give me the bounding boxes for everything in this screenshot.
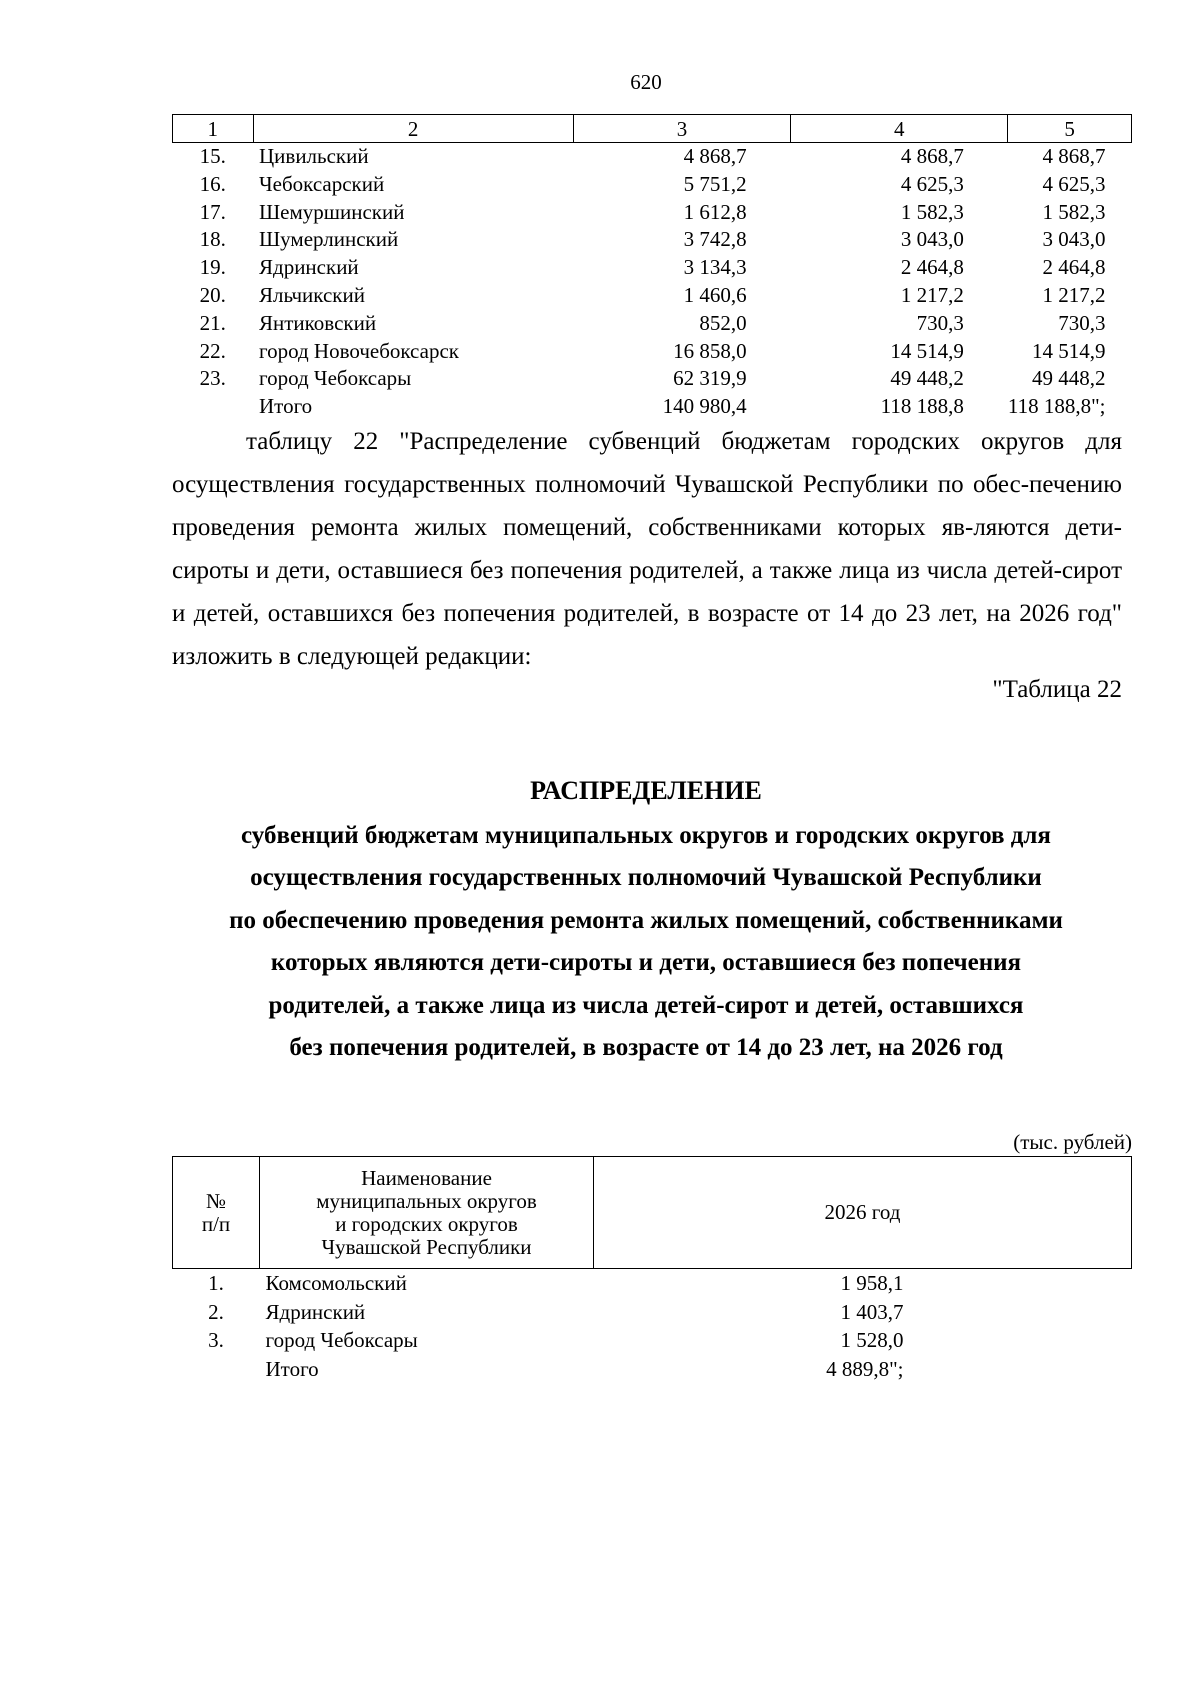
district-name: Шумерлинский <box>259 227 399 252</box>
district-name: город Чебоксары <box>265 1328 418 1352</box>
column-header-5: 5 <box>1008 115 1132 143</box>
value-col4: 730,3 <box>916 310 964 335</box>
district-name: Ядринский <box>265 1299 366 1324</box>
total-number-cell <box>173 393 254 421</box>
column-header-4: 4 <box>791 115 1008 143</box>
header-number-line: № <box>205 1188 227 1213</box>
row-number: 16. <box>199 171 226 196</box>
table-row <box>173 143 1132 171</box>
value-col3: 3 134,3 <box>683 255 747 280</box>
value-col4: 49 448,2 <box>890 366 964 391</box>
year-value: 1 958,1 <box>840 1271 904 1295</box>
row-number: 1. <box>208 1271 224 1295</box>
heading-line: которых являются дети-сироты и дети, оставшиеся без попечения <box>270 949 1022 976</box>
table-row <box>173 1298 1132 1327</box>
total-label: Итого <box>265 1356 319 1381</box>
value-col4: 1 582,3 <box>900 199 964 224</box>
value-col3: 62 319,9 <box>673 366 747 391</box>
header-name-line: Чувашской Республики <box>321 1234 532 1259</box>
value-col5: 3 043,0 <box>1042 227 1106 252</box>
table-row <box>173 254 1132 282</box>
value-col5: 2 464,8 <box>1042 255 1106 280</box>
table-row <box>173 310 1132 338</box>
row-number: 20. <box>199 282 226 307</box>
header-number <box>173 1157 260 1269</box>
row-number: 2. <box>208 1299 224 1324</box>
row-number: 19. <box>199 255 226 280</box>
row-number: 18. <box>199 227 226 252</box>
value-col5: 4 868,7 <box>1042 144 1106 168</box>
district-name: Ядринский <box>259 255 359 280</box>
value-col3: 4 868,7 <box>683 144 747 168</box>
value-col3: 1 612,8 <box>683 199 747 224</box>
table-row <box>173 365 1132 393</box>
heading-line: без попечения родителей, в возрасте от 14 до 23 лет, на 2026 год <box>289 1034 1003 1061</box>
header-year: 2026 год <box>594 1157 1132 1269</box>
value-col4: 2 464,8 <box>900 255 964 280</box>
total-value: 4 889,8"; <box>826 1356 904 1381</box>
header-name-line: Наименование <box>361 1165 492 1190</box>
value-col5: 1 582,3 <box>1042 199 1106 224</box>
total-number-cell <box>173 1355 260 1384</box>
table-label: "Таблица 22 <box>992 676 1122 703</box>
column-header-2: 2 <box>253 115 573 143</box>
district-name: Чебоксарский <box>259 171 385 196</box>
row-number: 23. <box>199 366 226 391</box>
heading-line: осуществления государственных полномочий Чувашской Республики <box>250 864 1042 891</box>
row-number: 15. <box>199 144 226 168</box>
value-col3: 5 751,2 <box>683 171 747 196</box>
column-number-row <box>173 115 1132 143</box>
district-name: Янтиковский <box>259 310 377 335</box>
table-row <box>173 199 1132 227</box>
subvention-table <box>172 1156 1132 1383</box>
table-row <box>173 171 1132 199</box>
value-col5: 1 217,2 <box>1042 282 1106 307</box>
distribution-heading <box>150 770 1142 1070</box>
value-col5: 4 625,3 <box>1042 171 1106 196</box>
table-row <box>173 338 1132 366</box>
district-name: город Новочебоксарск <box>259 338 459 363</box>
header-name-line: и городских округов <box>335 1211 518 1236</box>
value-col3: 3 742,8 <box>683 227 747 252</box>
value-col5: 49 448,2 <box>1032 366 1106 391</box>
value-col4: 14 514,9 <box>890 338 964 363</box>
column-header-1: 1 <box>173 115 254 143</box>
total-col3: 140 980,4 <box>662 394 747 419</box>
header-district-name <box>260 1157 594 1269</box>
total-row <box>173 1355 1132 1384</box>
district-name: город Чебоксары <box>259 366 412 391</box>
header-number-line: п/п <box>201 1211 231 1236</box>
row-number: 21. <box>199 310 226 335</box>
district-name: Яльчикский <box>259 282 365 307</box>
table-row <box>173 1269 1132 1298</box>
distribution-table-continued <box>172 114 1132 421</box>
year-value: 1 403,7 <box>840 1299 904 1324</box>
value-col3: 16 858,0 <box>673 338 747 363</box>
row-number: 17. <box>199 199 226 224</box>
heading-line: родителей, а также лица из числа детей-сирот и детей, оставшихся <box>268 991 1024 1019</box>
value-col4: 3 043,0 <box>900 227 964 252</box>
value-col3: 1 460,6 <box>683 282 747 307</box>
row-number: 3. <box>208 1328 224 1352</box>
total-col5: 118 188,8"; <box>1007 394 1106 419</box>
amendment-text: таблицу 22 "Распределение субвенций бюджетам городских округов для осуществления государственных полномочий Чувашской Республики по обес-печению проведения ремонта жилых помещений, собственниками которых яв-ляются дети-сироты и дети, оставшиеся без попечения родителей, а также лица из числа детей-сирот и детей, оставшихся без попечения родителей, в возрасте от 14 до 23 лет, на 2026 год" изложить в следующей редакции: <box>172 428 1122 670</box>
row-number: 22. <box>199 338 226 363</box>
header-row <box>173 1157 1132 1269</box>
district-name: Комсомольский <box>265 1271 407 1295</box>
value-col4: 4 625,3 <box>900 171 964 196</box>
total-col4: 118 188,8 <box>880 394 964 419</box>
heading-title: РАСПРЕДЕЛЕНИЕ <box>530 776 762 805</box>
value-col4: 1 217,2 <box>900 282 964 307</box>
district-name: Шемуршинский <box>259 199 405 224</box>
table-row <box>173 282 1132 310</box>
table-row <box>173 226 1132 254</box>
header-name-line: муниципальных округов <box>316 1188 537 1213</box>
table-row <box>173 1326 1132 1355</box>
total-label: Итого <box>259 394 313 419</box>
units-label: (тыс. рублей) <box>1013 1130 1132 1154</box>
amendment-paragraph <box>172 420 1122 678</box>
year-value: 1 528,0 <box>840 1328 904 1352</box>
value-col5: 14 514,9 <box>1032 338 1106 363</box>
page-number: 620 <box>630 70 662 94</box>
district-name: Цивильский <box>259 144 369 168</box>
value-col4: 4 868,7 <box>900 144 964 168</box>
column-header-3: 3 <box>573 115 790 143</box>
value-col5: 730,3 <box>1058 310 1106 335</box>
total-row <box>173 393 1132 421</box>
value-col3: 852,0 <box>699 310 747 335</box>
heading-line: по обеспечению проведения ремонта жилых помещений, собственниками <box>229 906 1063 934</box>
heading-line: субвенций бюджетам муниципальных округов и городских округов для <box>241 821 1051 849</box>
